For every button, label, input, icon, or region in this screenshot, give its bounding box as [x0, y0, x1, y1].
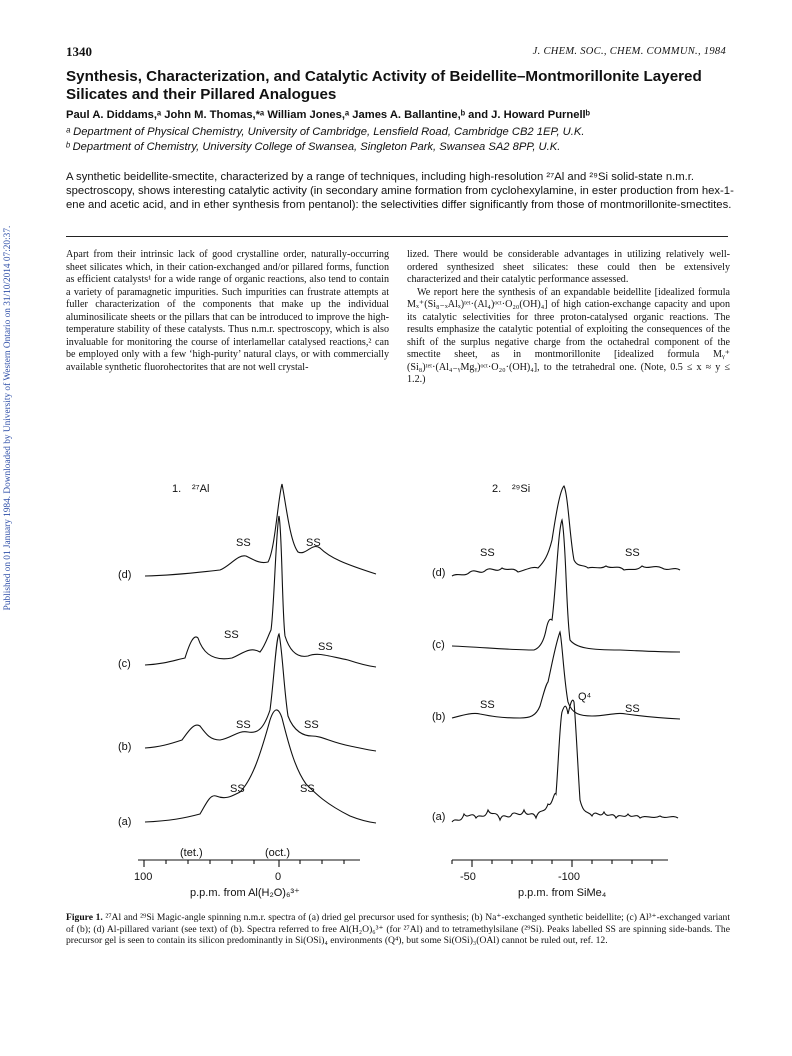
affiliation-a: ᵃ Department of Physical Chemistry, University of Cambridge, Lensfield Road, Cambridge CB2 1EP, U.K. — [66, 126, 585, 138]
q4-label: Q⁴ — [578, 691, 592, 703]
paragraph: lized. There would be considerable advantages in utilizing relatively well-ordered synthesized sheet silicates: these could then be extensively characterized and their catalytic performance assessed. — [407, 249, 730, 285]
body-right-column — [407, 249, 730, 387]
tet-label: (tet.) — [180, 847, 203, 859]
si-tick-label: -100 — [558, 871, 581, 883]
si-label-b: (b) — [432, 711, 446, 723]
al-tick-label: 0 — [275, 871, 282, 883]
paragraph: We report here the synthesis of an expandable beidellite [idealized formula Mₓ⁺(Si₈₋ₓAlₓ)ᵗᵉᵗ·(Al₄)ᵒᶜᵗ·O₂₀(OH)₄] of high cation-exchange capacity and upon its catalytic selectivities for three proton-catalysed organic reactions. The results emphasize the catalytic potential of exploiting the consequences of the shift of the surplus negative charge from the octahedral component of the smectite sheet, as in montmorillonite [idealized formula Mᵧ⁺ (Si₈)ᵗᵉᵗ·(Al₄₋ᵧMgᵧ)ᵒᶜᵗ·O₂₀·(OH)₄], to the tetrahedral one. (Note, 0.5 ≤ x ≈ y ≤ 1.2.) — [407, 286, 730, 385]
caption-label: Figure 1. — [66, 912, 103, 923]
abstract: A synthetic beidellite-smectite, characterized by a range of techniques, including high-resolution ²⁷Al and ²⁹Si solid-state n.m.r. spectroscopy, shows interesting catalytic activity (in secondary amine formation from cyclohexylamine, in ester production from hex-1-ene and acetic acid, and in ether synthesis from pentanol): the selectivities differ significantly from those of montmorillonite-smectites. — [66, 171, 734, 211]
al-axis-ticks — [144, 860, 344, 867]
download-note: Published on 01 January 1984. Downloaded by University of Western Ontario on 31/10/2014 07:20:37. — [3, 225, 13, 611]
al-trace-d — [145, 484, 376, 576]
ss-label: SS — [230, 783, 245, 795]
al-label-d: (d) — [118, 569, 132, 581]
si-axis-ticks — [452, 860, 652, 867]
si-label-a: (a) — [432, 811, 446, 823]
ss-label: SS — [236, 537, 251, 549]
al-tick-label: 100 — [134, 871, 153, 883]
si-label-d: (d) — [432, 567, 446, 579]
oct-label: (oct.) — [265, 847, 291, 859]
panel-1-nucleus: ²⁷Al — [192, 483, 210, 495]
affiliation-b: ᵇ Department of Chemistry, University College of Swansea, Singleton Park, Swansea SA2 8PP, U.K. — [66, 141, 561, 153]
si-axis-label: p.p.m. from SiMe₄ — [518, 887, 607, 899]
al-axis-label: p.p.m. from Al(H₂O)₆³⁺ — [190, 887, 300, 899]
ss-label: SS — [306, 537, 321, 549]
si-trace-a — [452, 700, 678, 822]
panel-2-label: 2. — [492, 483, 502, 495]
ss-label: SS — [304, 719, 319, 731]
si-tick-label: -50 — [460, 871, 476, 883]
si-trace-d — [452, 486, 680, 576]
panel-2-nucleus: ²⁹Si — [512, 483, 531, 495]
al-label-b: (b) — [118, 741, 132, 753]
al-label-c: (c) — [118, 658, 131, 670]
si-trace-c — [452, 520, 680, 652]
ss-label: SS — [625, 547, 640, 559]
ss-label: SS — [480, 547, 495, 559]
ss-label: SS — [300, 783, 315, 795]
paragraph: Apart from their intrinsic lack of good crystalline order, naturally-occurring sheet silicates which, in their cation-exchanged and/or pillared forms, function as efficient catalysts¹ for a wide range of organic reactions, also tend to contain a variety of paramagnetic impurities. Such impurities can frustrate attempts at fuller characterization of the components that make up the individual aluminosilicate sheets or the pillars that can be introduced to improve the high-temperature stability of these catalysts. Thus n.m.r. spectroscopy, which is also invaluable for monitoring the course of interlamellar catalysed reactions,² can be employed only with a few ‘high-purity’ natural clays, or with commercially available synthetic fluorohectorites that are not well crystal- — [66, 249, 389, 373]
divider — [66, 236, 728, 237]
body-left-column — [66, 249, 389, 374]
al-label-a: (a) — [118, 816, 132, 828]
ss-label: SS — [236, 719, 251, 731]
nmr-figure — [60, 470, 700, 900]
ss-label: SS — [625, 703, 640, 715]
figure-caption — [66, 912, 730, 947]
si-label-c: (c) — [432, 639, 445, 651]
author-list: Paul A. Diddams,ᵃ John M. Thomas,*ᵃ William Jones,ᵃ James A. Ballantine,ᵇ and J. Howard Purnellᵇ — [66, 109, 591, 121]
article-title: Synthesis, Characterization, and Catalytic Activity of Beidellite–Montmorillonite Layered Silicates and their Pillared Analogues — [66, 68, 702, 103]
al-trace-c — [145, 516, 376, 667]
ss-label: SS — [480, 699, 495, 711]
ss-label: SS — [318, 641, 333, 653]
journal-header: J. CHEM. SOC., CHEM. COMMUN., 1984 — [532, 46, 726, 57]
ss-label: SS — [224, 629, 239, 641]
panel-1-label: 1. — [172, 483, 182, 495]
al-trace-a — [145, 710, 376, 823]
caption-text: ²⁷Al and ²⁹Si Magic-angle spinning n.m.r. spectra of (a) dried gel precursor used for synthesis; (b) Na⁺-exchanged synthetic beidellite; (c) Al³⁺-exchanged variant of (b); (d) Al-pillared variant (see text) of (b). Spectra referred to free Al(H₂O)₆³⁺ (for ²⁷Al) and to tetramethylsilane (²⁹Si). Peaks labelled SS are spinning side-bands. The precursor gel is seen to contain its silicon predominantly in Si(OSi)₄ environments (Q⁴), but some Si(OSi)₃(OAl) cannot be ruled out, ref. 12. — [66, 912, 730, 947]
page-number: 1340 — [66, 44, 92, 59]
